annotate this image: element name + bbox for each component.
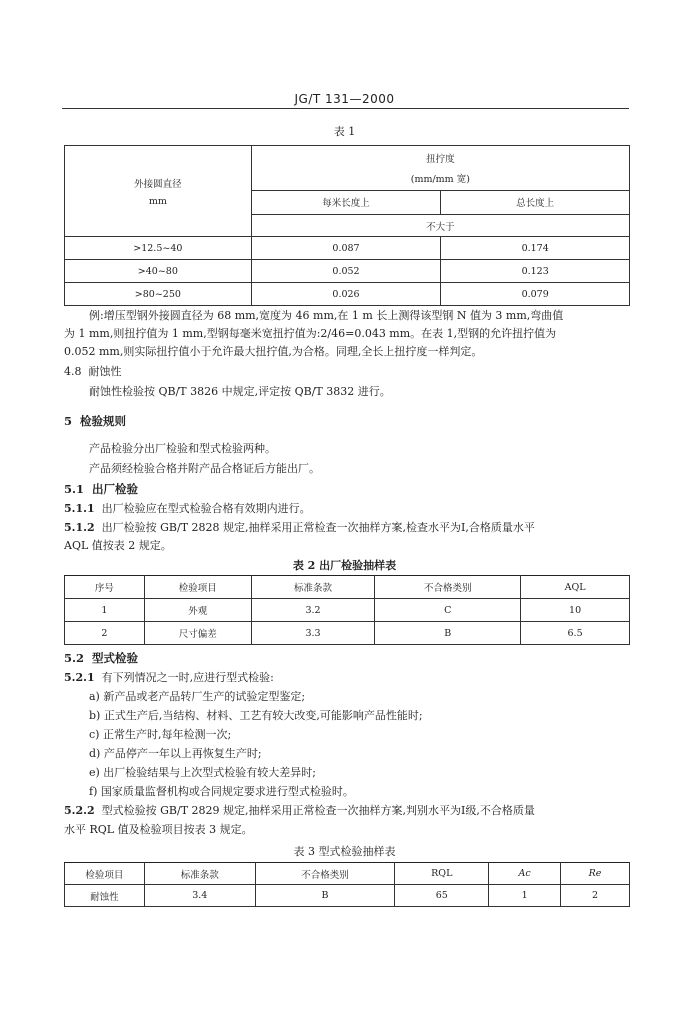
section-5-1-2 (64, 520, 535, 536)
section-number: 5.2.2 (64, 804, 95, 817)
table1-diameter-unit: mm (148, 195, 167, 207)
table3 (64, 862, 630, 907)
table3-cell: 65 (395, 885, 489, 907)
table-row (65, 260, 630, 283)
standard-number: JG/T 131—2000 (294, 92, 395, 106)
section-5-para-1: 产品检验分出厂检验和型式检验两种。 (89, 442, 276, 455)
table-row (65, 237, 630, 260)
table1-cell-range: >80~250 (65, 283, 252, 306)
table3-header-cell: 标准条款 (144, 863, 255, 885)
table-row (65, 885, 630, 907)
list-item: e) 出厂检验结果与上次型式检验有较大差异时; (89, 766, 317, 779)
table3-header-cell: 检验项目 (65, 863, 145, 885)
table2-header-row (65, 576, 630, 599)
table1-twist-header (251, 146, 629, 191)
table-row (65, 599, 630, 622)
section-title: 耐蚀性 (88, 365, 122, 378)
section-5-1-2-cont: AQL 值按表 2 规定。 (64, 539, 172, 552)
list-item: b) 正式生产后,当结构、材料、工艺有较大改变,可能影响产品性能时; (89, 709, 423, 722)
table2-cell: B (375, 622, 521, 645)
table2-cell: 3.3 (251, 622, 375, 645)
table1-header-row (65, 146, 630, 191)
table2-header-cell: 检验项目 (144, 576, 251, 599)
section-5-2-1 (64, 670, 274, 686)
table3-cell: 耐蚀性 (65, 885, 145, 907)
section-number: 4.8 (64, 365, 82, 378)
section-4-8-text: 耐蚀性检验按 QB/T 3826 中规定,评定按 QB/T 3832 进行。 (89, 385, 391, 398)
table1-cell-total: 0.123 (441, 260, 630, 283)
section-4-8-heading (64, 364, 122, 380)
table3-header-cell: Re (561, 863, 630, 885)
table1-cell-total: 0.174 (441, 237, 630, 260)
table3-header-cell: 不合格类别 (255, 863, 395, 885)
table3-cell: 2 (561, 885, 630, 907)
table2-caption: 表 2 出厂检验抽样表 (292, 559, 397, 572)
section-5-para-2: 产品须经检验合格并附产品合格证后方能出厂。 (89, 462, 320, 475)
list-item: d) 产品停产一年以上再恢复生产时; (89, 747, 262, 760)
table2-cell: C (375, 599, 521, 622)
table3-cell: B (255, 885, 395, 907)
example-line-1: 例:增压型钢外接圆直径为 68 mm,宽度为 46 mm,在 1 m 长上测得该型钢 N 值为 3 mm,弯曲值 (89, 309, 564, 322)
section-5-1-1 (64, 501, 311, 517)
section-5-heading (64, 413, 126, 429)
table1-cell-per-meter: 0.087 (251, 237, 441, 260)
section-number: 5.2 (64, 651, 85, 665)
section-5-1-heading (64, 481, 138, 497)
table1-diameter-header (65, 146, 252, 237)
table1-cell-per-meter: 0.052 (251, 260, 441, 283)
section-5-2-heading (64, 650, 138, 666)
table1-cell-range: >12.5~40 (65, 237, 252, 260)
table-row (65, 283, 630, 306)
table3-caption: 表 3 型式检验抽样表 (293, 845, 396, 858)
section-5-2-2 (64, 803, 535, 819)
table1-not-greater: 不大于 (251, 215, 629, 237)
table2-cell: 2 (65, 622, 145, 645)
table2-header-cell: 序号 (65, 576, 145, 599)
table2-cell: 尺寸偏差 (144, 622, 251, 645)
section-number: 5.2.1 (64, 671, 95, 684)
section-number: 5.1 (64, 482, 85, 496)
table2-header-cell: AQL (521, 576, 630, 599)
table1-caption: 表 1 (333, 125, 356, 138)
section-number: 5.1.2 (64, 521, 95, 534)
section-5-2-2-cont: 水平 RQL 值及检验项目按表 3 规定。 (64, 823, 253, 836)
table2-cell: 1 (65, 599, 145, 622)
table1-diameter-label: 外接圆直径 (134, 178, 182, 190)
section-text: 有下列情况之一时,应进行型式检验: (101, 671, 274, 684)
example-line-2: 为 1 mm,则扭拧值为 1 mm,型钢每毫米宽扭拧值为:2/46=0.043 mm。在表 1,型钢的允许扭拧值为 (64, 327, 557, 340)
table1 (64, 145, 630, 306)
section-title: 检验规则 (80, 414, 127, 428)
table2-cell: 外观 (144, 599, 251, 622)
table1-per-meter-header: 每米长度上 (251, 190, 441, 214)
list-item: a) 新产品或老产品转厂生产的试验定型鉴定; (89, 690, 306, 703)
header-rule (62, 108, 629, 109)
table1-total-header: 总长度上 (441, 190, 630, 214)
table1-twist-unit: (mm/mm 宽) (410, 173, 470, 185)
section-text: 型式检验按 GB/T 2829 规定,抽样采用正常检查一次抽样方案,判别水平为Ⅰ级,不合格质量 (101, 804, 535, 817)
table1-twist-label: 扭拧度 (426, 153, 455, 165)
table2-cell: 6.5 (521, 622, 630, 645)
example-line-3: 0.052 mm,则实际扭拧值小于允许最大扭拧值,为合格。同理,全长上扭拧度一样判定。 (64, 345, 483, 358)
table1-cell-total: 0.079 (441, 283, 630, 306)
list-item: f) 国家质量监督机构或合同规定要求进行型式检验时。 (89, 785, 354, 798)
table-row (65, 622, 630, 645)
list-item: c) 正常生产时,每年检测一次; (89, 728, 232, 741)
table3-cell: 3.4 (144, 885, 255, 907)
table2-header-cell: 标准条款 (251, 576, 375, 599)
section-title: 型式检验 (92, 651, 139, 665)
table1-cell-per-meter: 0.026 (251, 283, 441, 306)
table3-header-row (65, 863, 630, 885)
table2-header-cell: 不合格类别 (375, 576, 521, 599)
table3-header-cell: RQL (395, 863, 489, 885)
table1-cell-range: >40~80 (65, 260, 252, 283)
section-title: 出厂检验 (92, 482, 139, 496)
table2-cell: 3.2 (251, 599, 375, 622)
section-number: 5 (64, 414, 73, 428)
table2 (64, 575, 630, 645)
section-text: 出厂检验应在型式检验合格有效期内进行。 (101, 502, 311, 515)
table3-cell: 1 (489, 885, 561, 907)
section-text: 出厂检验按 GB/T 2828 规定,抽样采用正常检查一次抽样方案,检查水平为Ⅰ,合格质量水平 (101, 521, 535, 534)
table2-cell: 10 (521, 599, 630, 622)
table3-header-cell: Ac (489, 863, 561, 885)
section-number: 5.1.1 (64, 502, 95, 515)
